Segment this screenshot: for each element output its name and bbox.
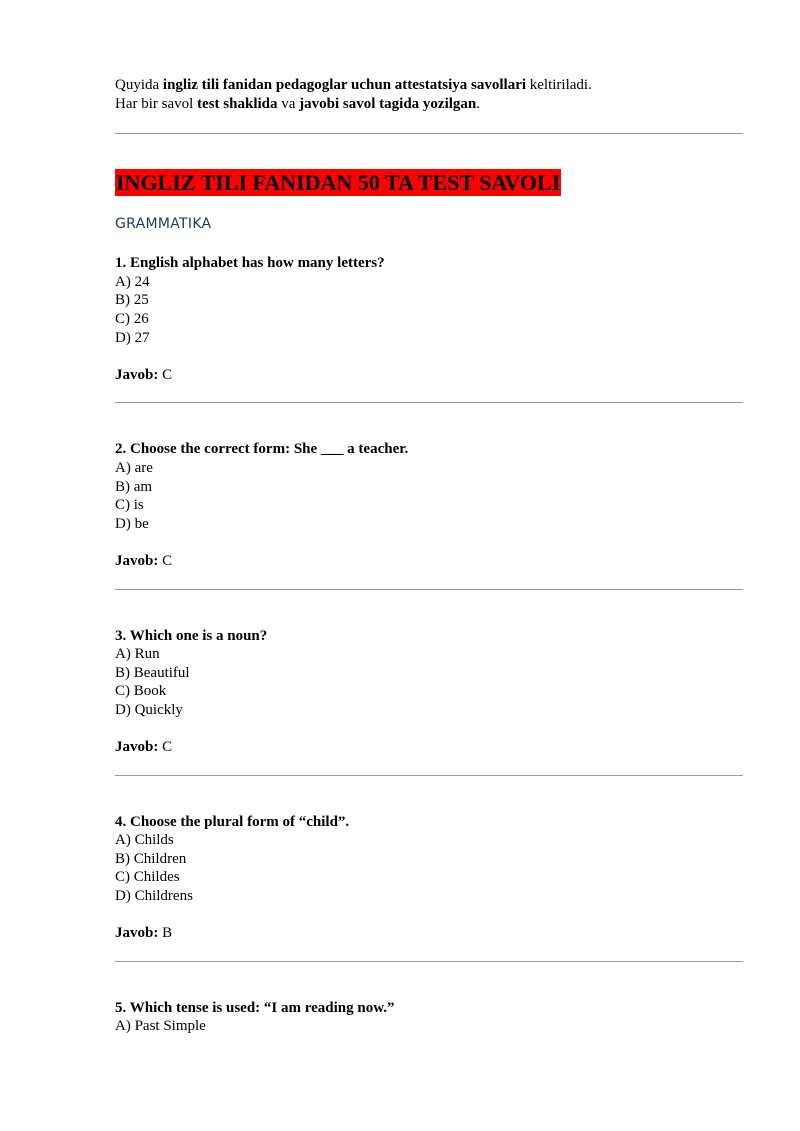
- horizontal-rule: [115, 961, 743, 962]
- horizontal-rule: [115, 589, 743, 590]
- horizontal-rule: [115, 775, 743, 776]
- question-block: [115, 254, 743, 403]
- question-block: [115, 813, 743, 962]
- answer-value: C: [158, 739, 173, 756]
- intro-text: va: [277, 95, 300, 112]
- answer-label: Javob:: [115, 925, 159, 942]
- intro-bold: test shaklida: [197, 95, 278, 112]
- intro-bold: javobi savol tagida yozilgan: [299, 95, 477, 112]
- question-title: 3. Which one is a noun?: [115, 627, 268, 644]
- option-item: A) Childs: [115, 832, 174, 849]
- option-item: D) be: [115, 515, 149, 532]
- option-item: D) 27: [115, 329, 150, 346]
- option-item: B) Beautiful: [115, 664, 190, 681]
- intro-text: Quyida: [115, 77, 163, 93]
- horizontal-rule: [115, 402, 743, 403]
- intro-text: Har bir savol: [115, 95, 198, 112]
- answer-value: B: [158, 925, 173, 942]
- option-item: C) Childes: [115, 869, 180, 886]
- option-item: D) Quickly: [115, 701, 183, 718]
- option-item: B) 25: [115, 292, 149, 309]
- option-item: C) Book: [115, 683, 167, 700]
- intro-text: keltiriladi.: [526, 77, 592, 93]
- answer-line: [115, 924, 743, 943]
- intro-bold: ingliz tili fanidan pedagoglar uchun attestatsiya savollari: [162, 77, 527, 93]
- intro-line-1: [115, 76, 743, 95]
- option-item: A) Past Simple: [115, 1018, 206, 1035]
- option-item: A) 24: [115, 273, 150, 290]
- question-title: 1. English alphabet has how many letters?: [115, 255, 385, 272]
- intro-text: .: [476, 95, 481, 112]
- question-title: 5. Which tense is used: “I am reading now.”: [115, 999, 395, 1016]
- horizontal-rule: [115, 133, 743, 134]
- option-item: A) are: [115, 459, 153, 476]
- question-block: [115, 999, 743, 1036]
- answer-line: [115, 552, 743, 571]
- option-item: B) Children: [115, 850, 187, 867]
- answer-label: Javob:: [115, 739, 159, 756]
- option-item: B) am: [115, 478, 153, 495]
- document-content: [115, 76, 743, 1036]
- question-block: [115, 440, 743, 589]
- answer-value: C: [158, 366, 173, 383]
- answer-value: C: [158, 552, 173, 569]
- answer-line: [115, 366, 743, 385]
- question-title: 2. Choose the correct form: She ___ a teacher.: [115, 441, 409, 458]
- option-item: C) 26: [115, 310, 149, 327]
- option-item: A) Run: [115, 646, 160, 663]
- answer-label: Javob:: [115, 366, 159, 383]
- section-title: GRAMMATIKA: [115, 216, 212, 233]
- answer-line: [115, 738, 743, 757]
- question-block: [115, 627, 743, 776]
- option-item: C) is: [115, 497, 144, 514]
- answer-label: Javob:: [115, 552, 159, 569]
- intro-line-2: [115, 95, 743, 114]
- document-heading: INGLIZ TILI FANIDAN 50 TA TEST SAVOLI: [116, 170, 561, 196]
- option-item: D) Childrens: [115, 888, 193, 905]
- question-title: 4. Choose the plural form of “child”.: [115, 813, 350, 830]
